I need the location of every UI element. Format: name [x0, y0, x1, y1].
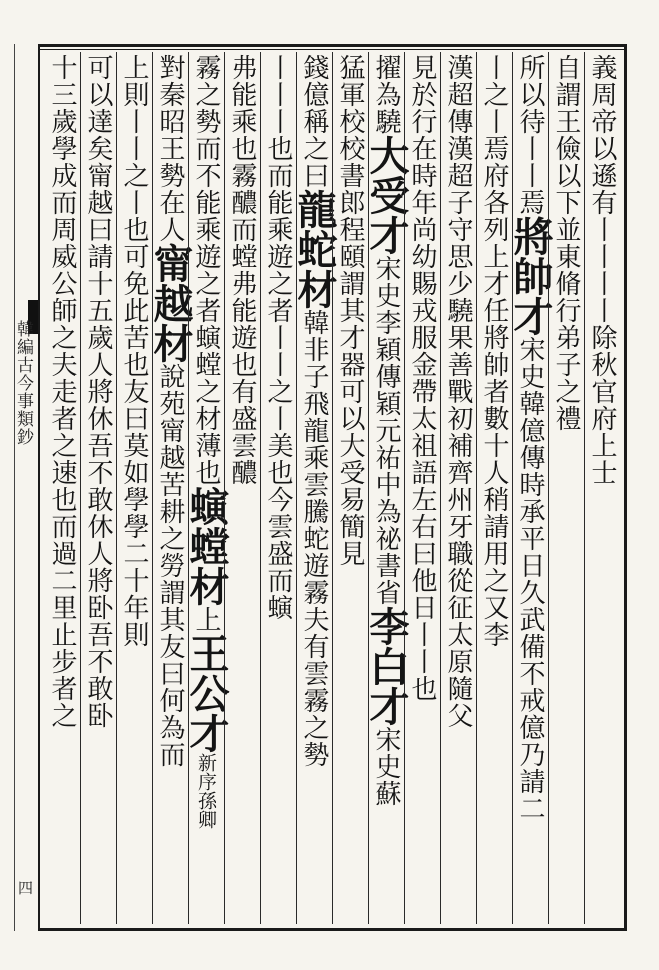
text-segment: 丨之丨焉 [479, 54, 509, 162]
folio-number: 四 [16, 880, 34, 895]
margin-rule [14, 44, 15, 931]
text-segment: 對秦昭王勢在人 [155, 54, 185, 243]
text-column [440, 52, 476, 924]
entry-heading: 龍蛇材 [291, 189, 338, 309]
text-segment: 上則丨丨之丨也 [119, 54, 149, 243]
entry-heading: 螾螳材 [183, 486, 230, 606]
text-segment: 可免此苦也友曰莫如學學二十年則 [119, 243, 149, 648]
text-segment: 自謂王儉以下並東脩行弟子之禮 [551, 54, 581, 432]
text-segment: 霧之勢而不能乘遊之者螾螳之材薄也 [191, 54, 221, 486]
top-border-inner-rule [38, 49, 626, 50]
text-columns [44, 52, 620, 924]
text-column [507, 52, 554, 924]
text-column [80, 52, 116, 924]
text-segment: 上 [191, 606, 221, 633]
text-segment: 而能乘遊之者丨丨之丨美也今雲盛而螾 [263, 162, 293, 621]
text-segment: 宋史韓億傳時承平日久武備不戒億乃請二 [515, 336, 545, 822]
text-column [260, 52, 296, 924]
right-border-rule [624, 44, 627, 931]
text-column [116, 52, 152, 924]
left-border-rule [38, 44, 40, 931]
text-segment: 宋史李穎傳穎元祐中為祕書省 [371, 255, 401, 606]
text-column [291, 52, 338, 924]
entry-heading: 甯越材 [147, 243, 194, 363]
text-column [224, 52, 260, 924]
entry-heading: 大受才 [363, 135, 410, 255]
text-segment: 錢億稱之曰 [299, 54, 329, 189]
text-segment: 見於行在時年尚幼賜戎服金帶太祖語左右曰他日丨丨也 [407, 54, 437, 702]
block-title: 韓編古今事類鈔 [13, 320, 33, 446]
text-column [183, 52, 230, 924]
text-segment: 所以待丨丨焉 [515, 54, 545, 216]
text-segment: 十三歲學成而周威公師之夫走者之速也而過二里止步者之 [47, 54, 77, 729]
text-segment: 易簡見 [335, 486, 365, 567]
entry-heading: 將帥才 [507, 216, 554, 336]
text-column [584, 52, 620, 924]
text-segment: 漢超傳漢超子守思少驍果善戰初補齊州牙職從征太原隨父 [443, 54, 473, 729]
text-segment: 丨丨丨也 [263, 54, 293, 162]
bottom-border-rule [38, 928, 626, 931]
text-segment: 猛軍校 [335, 54, 365, 135]
text-segment: 校書郎程頤謂其才器可以大受 [335, 135, 365, 486]
text-segment: 宋史蘇 [371, 726, 401, 807]
entry-heading: 王公才 [183, 633, 230, 753]
text-segment: 弗能乘也霧醲而螳弗能遊也有盛雲醲 [227, 54, 257, 486]
text-column [44, 52, 80, 924]
text-segment: 府各列上才任將帥者數十人稍請用之又李 [479, 162, 509, 648]
text-column [476, 52, 512, 924]
text-segment: 說苑甯越苦耕之勞謂其友曰何為而 [155, 363, 185, 768]
text-segment: 韓非子飛龍乘雲騰蛇遊霧夫有雲霧之勢 [299, 309, 329, 768]
text-column [404, 52, 440, 924]
text-segment: 新序孫卿 [195, 753, 217, 829]
top-border-rule [38, 44, 626, 47]
text-segment: 義周帝以遜有丨丨丨丨除秋官府上士 [587, 54, 617, 486]
entry-heading: 李白才 [363, 606, 410, 726]
text-segment: 擢為驍 [371, 54, 401, 135]
text-column [548, 52, 584, 924]
text-column [363, 52, 410, 924]
text-segment: 可以達矣甯越曰請十五歲人將休吾不敢休人將卧吾不敢卧 [83, 54, 113, 729]
